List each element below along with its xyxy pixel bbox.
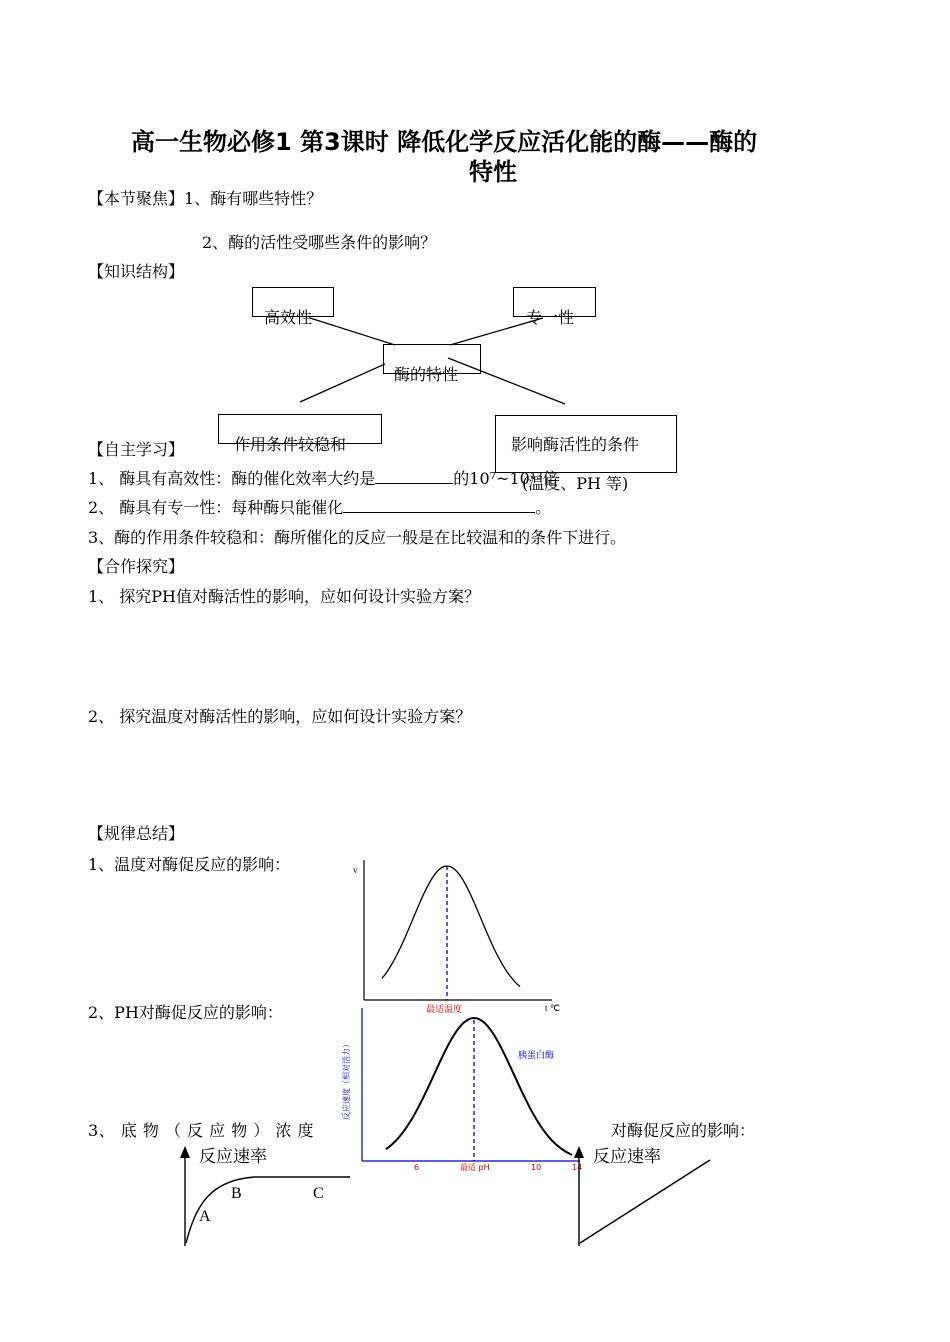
- node-efficiency: 高效性: [264, 308, 313, 327]
- page-title-line2: 特性: [469, 158, 517, 186]
- sub1-ylabel: 反应速率: [199, 1147, 267, 1167]
- self-study-item3: 3、酶的作用条件较稳和：酶所催化的反应一般是在比较温和的条件下进行。: [88, 528, 627, 547]
- summary-item2: 2、PH对酶促反应的影响：: [88, 1003, 283, 1022]
- focus-heading-label: 【本节聚焦】: [88, 189, 185, 208]
- summary-item1: 1、温度对酶促反应的影响：: [88, 855, 291, 874]
- sub1-point-c: C: [313, 1185, 324, 1202]
- sub2-arrow-icon: [574, 1146, 584, 1158]
- temp-ylabel: v: [353, 865, 358, 875]
- focus-q2: 2、酶的活性受哪些条件的影响？: [202, 233, 437, 252]
- self-study-item2-end: 。: [535, 498, 552, 517]
- temp-xlabel: t ℃: [545, 1003, 560, 1013]
- focus-q1: 1、酶有哪些特性？: [184, 189, 323, 208]
- sub1-arrow-icon: [180, 1146, 190, 1158]
- node-center: 酶的特性: [394, 365, 459, 384]
- sub2-line: [580, 1160, 710, 1243]
- sub1-point-b: B: [231, 1185, 242, 1202]
- node-conditions-note: (温度、PH 等): [522, 474, 629, 493]
- ph-tick-10: 10: [531, 1163, 542, 1172]
- ph-tick-14: 14: [572, 1163, 583, 1172]
- summary-heading: 【规律总结】: [88, 824, 185, 843]
- self-study-item2-text: 2、 酶具有专一性：每种酶只能催化: [88, 498, 344, 517]
- self-study-item1-post: 的10⁷~10¹³倍: [453, 469, 559, 488]
- self-study-heading: 【自主学习】: [88, 440, 185, 459]
- node-specificity: 专一性: [526, 308, 575, 327]
- self-study-item1-pre: 1、 酶具有高效性：酶的催化效率大约是: [88, 469, 376, 488]
- structure-heading: 【知识结构】: [88, 262, 185, 281]
- summary-item3-left: 3、 底 物 （ 反 应 物 ） 浓 度: [88, 1121, 314, 1140]
- ph-series-label: 胰蛋白酶: [518, 1051, 555, 1061]
- sub2-ylabel: 反应速率: [593, 1147, 661, 1167]
- page-title: 高一生物必修1 第3课时 降低化学反应活化能的酶——酶的: [131, 128, 758, 156]
- sub1-point-a: A: [199, 1208, 211, 1225]
- node-mild: 作用条件较稳和: [234, 435, 347, 454]
- cooperate-q1: 1、 探究PH值对酶活性的影响，应如何设计实验方案？: [88, 587, 480, 606]
- node-conditions: 影响酶活性的条件: [511, 435, 640, 454]
- summary-item3-right: 对酶促反应的影响：: [611, 1121, 756, 1140]
- cooperate-heading: 【合作探究】: [88, 557, 185, 576]
- ph-tick-opt: 最适 pH: [460, 1163, 490, 1172]
- sub1-curve: [186, 1177, 350, 1243]
- ph-tick-6: 6: [414, 1163, 420, 1172]
- cooperate-q2: 2、 探究温度对酶活性的影响，应如何设计实验方案？: [88, 707, 472, 726]
- ph-ylabel: 反应速度（相对活力）: [342, 1040, 351, 1120]
- temp-marker-label: 最适温度: [426, 1005, 463, 1015]
